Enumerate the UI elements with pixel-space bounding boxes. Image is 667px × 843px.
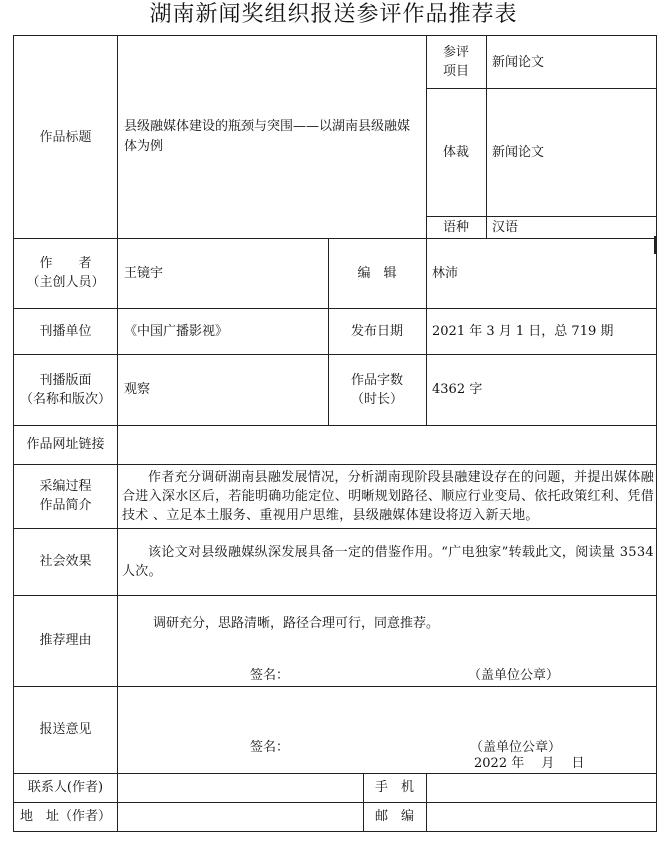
label-reason	[14, 595, 117, 686]
process-text: 作者充分调研湖南县融发展情况，分析湖南现阶段县融建设存在的问题，并提出媒体融合进入深水区后，若能明确功能定位、明晰规划路径、顺应行业变局、依托政策红利、凭借技术 、立足本土服务、重视用户思维，县级融媒体建设将迈入新天地。	[122, 469, 655, 523]
label-text: 作品字数	[350, 372, 403, 388]
language-value	[492, 216, 652, 238]
label-text: 手 机	[374, 780, 414, 795]
label-text: 编 辑	[357, 265, 397, 281]
label-text: 参评	[442, 45, 469, 60]
label-text: 作品标题	[39, 129, 92, 145]
effect-text: 该论文对县级融媒纵深发展具备一定的借鉴作用。“广电独家”转载此文，阅读量 3534 人次。	[122, 544, 654, 579]
genre-text: 新闻论文	[492, 144, 545, 160]
label-text: 联系人(作者)	[27, 780, 104, 795]
label-url	[14, 425, 117, 464]
publisher-value	[124, 308, 324, 354]
label-text: 邮 编	[374, 809, 414, 824]
opinion-seal-label: （盖单位公章）	[470, 740, 562, 755]
label-category	[426, 36, 486, 88]
process-value	[122, 464, 654, 528]
label-text: 作品简介	[39, 498, 92, 513]
label-contact	[14, 773, 117, 802]
label-opinion	[14, 686, 117, 773]
label-text: 发布日期	[350, 323, 403, 339]
label-address	[14, 802, 117, 831]
label-text: 社会效果	[39, 554, 92, 569]
label-genre	[426, 88, 486, 216]
label-publisher	[14, 308, 117, 354]
label-text: 刊播版面	[39, 372, 92, 388]
label-text: 语种	[442, 219, 469, 235]
editor-text: 林沛	[432, 265, 459, 281]
phone-value	[432, 773, 652, 802]
label-text: （名称和版次）	[19, 391, 111, 407]
language-text: 汉语	[492, 219, 519, 235]
effect-value	[122, 528, 654, 595]
url-value	[124, 425, 652, 464]
label-effect	[14, 528, 117, 595]
word-count-text: 4362 字	[432, 382, 483, 397]
opinion-signature-label: 签名：	[250, 740, 290, 755]
section-value	[124, 354, 324, 425]
label-text: （主创人员）	[26, 275, 105, 290]
label-section	[14, 354, 117, 425]
publish-date-value	[432, 308, 654, 354]
author-value	[124, 238, 324, 308]
label-text: 体裁	[442, 144, 469, 160]
work-title-text: 县级融媒体建设的瓶颈与突围——以湖南县级融媒体为例	[124, 119, 411, 154]
label-editor	[328, 238, 426, 308]
label-publish-date	[328, 308, 426, 354]
column-divider	[117, 36, 118, 831]
postcode-value	[432, 802, 652, 831]
label-author	[14, 238, 117, 308]
label-postcode	[363, 802, 426, 831]
category-text: 新闻论文	[492, 54, 545, 70]
label-phone	[363, 773, 426, 802]
form-title: 湖南新闻奖组织报送参评作品推荐表	[149, 2, 518, 27]
address-value	[124, 802, 359, 831]
recommendation-form	[13, 35, 657, 832]
label-process	[14, 464, 117, 528]
reason-seal-label: （盖单位公章）	[468, 668, 560, 683]
column-divider	[426, 238, 427, 425]
label-work-title	[14, 36, 117, 238]
label-text: （时长）	[350, 391, 403, 407]
label-text: 报送意见	[39, 722, 92, 737]
label-text: 采编过程	[39, 479, 92, 494]
label-text: 刊播单位	[39, 323, 92, 339]
genre-value	[492, 88, 652, 216]
reason-signature-label: 签名：	[250, 668, 290, 683]
label-text: 作 者	[39, 256, 92, 271]
margin-mark	[654, 236, 656, 254]
label-text: 作品网址链接	[26, 437, 105, 452]
work-title-value	[124, 36, 420, 238]
contact-value	[124, 773, 359, 802]
author-text: 王镜宇	[124, 265, 164, 281]
editor-value	[432, 238, 652, 308]
column-divider	[486, 36, 487, 238]
publisher-text: 《中国广播影视》	[124, 323, 229, 339]
label-text: 地 址（作者）	[19, 809, 111, 824]
label-text: 项目	[442, 64, 469, 79]
label-language	[426, 216, 486, 238]
opinion-date: 2022 年 月 日	[474, 756, 585, 771]
reason-text: 调研充分，思路清晰，路径合理可行，同意推荐。	[153, 616, 440, 631]
publish-date-text: 2021 年 3 月 1 日，总 719 期	[432, 323, 614, 339]
section-text: 观察	[124, 382, 151, 397]
column-divider	[426, 773, 427, 831]
word-count-value	[432, 354, 652, 425]
label-text: 推荐理由	[39, 633, 92, 648]
label-word-count	[328, 354, 426, 425]
category-value	[492, 36, 652, 88]
